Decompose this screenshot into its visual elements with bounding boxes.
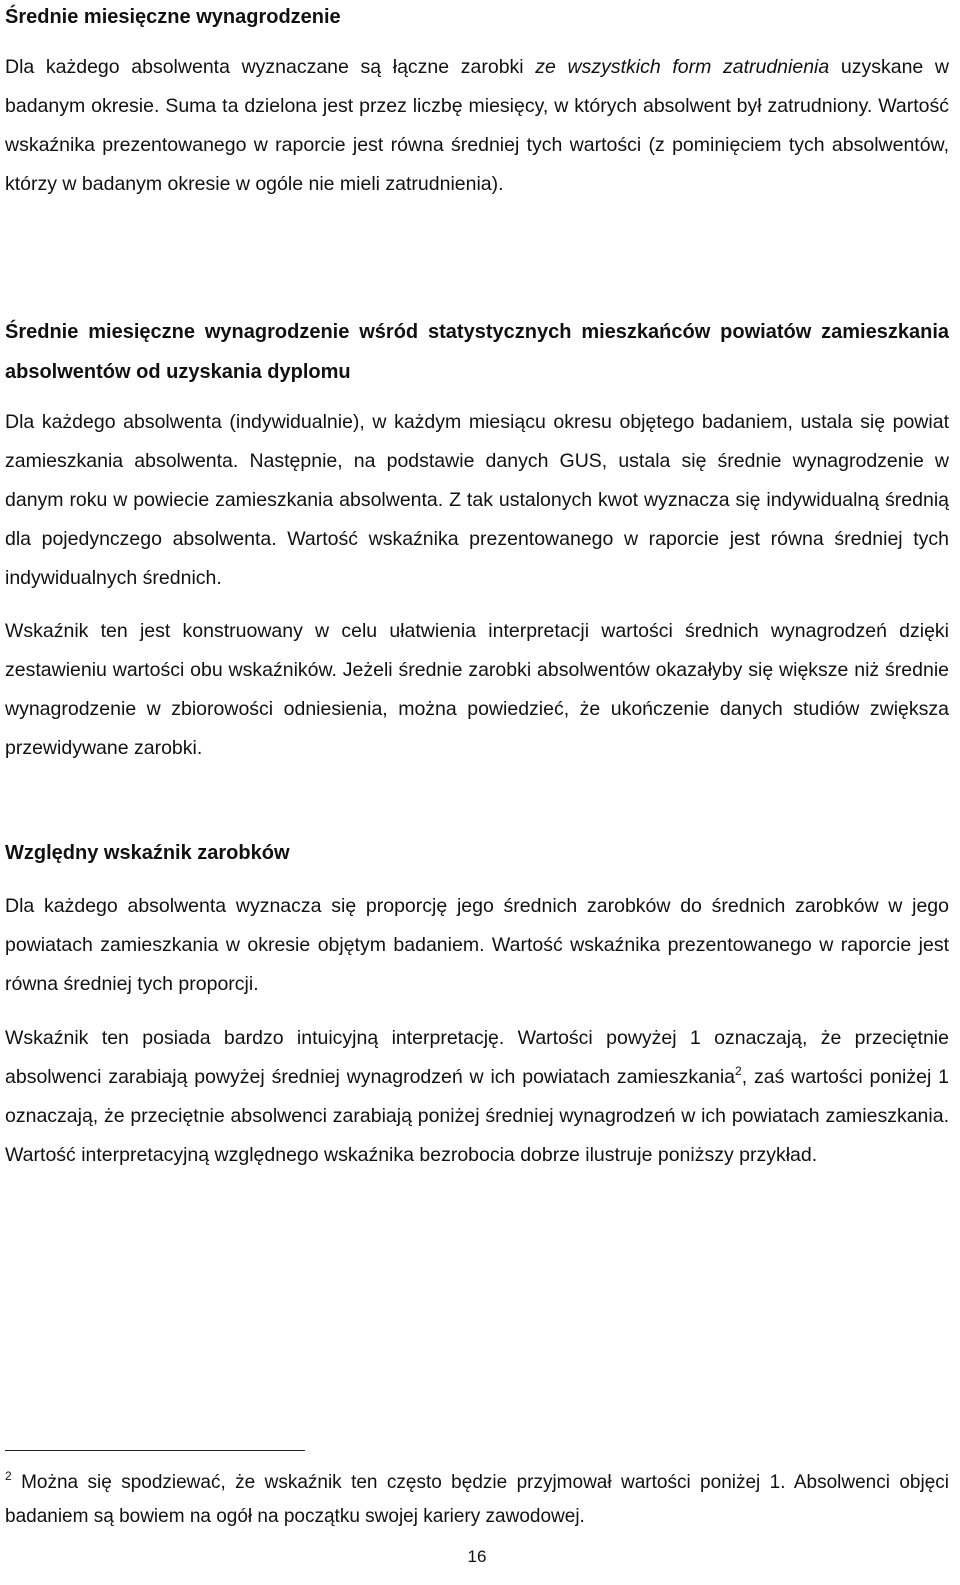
paragraph-text-start: Wskaźnik ten posiada bardzo intuicyjną interpretację. Wartości powyżej 1 oznaczają, że przeciętnie absolwenci zarabiają powyżej średniej wynagrodzeń w ich powiatach zamieszkania bbox=[5, 1027, 949, 1088]
section-heading-relative-earnings: Względny wskaźnik zarobków bbox=[5, 842, 290, 864]
paragraph-district-salary-purpose: Wskaźnik ten jest konstruowany w celu ułatwienia interpretacji wartości średnich wynagrodzeń dzięki zestawieniu wartości obu wskaźników. Jeżeli średnie zarobki absolwentów okazałyby się większe niż średnie wynagrodzenie w zbiorowości odniesienia, można powiedzieć, że ukończenie danych studiów zwiększa przewidywane zarobki. bbox=[5, 620, 949, 759]
section-heading-district-salary: Średnie miesięczne wynagrodzenie wśród statystycznych mieszkańców powiatów zamieszkania absolwentów od uzyskania dyplomu bbox=[5, 321, 949, 383]
footnote-marker: 2 bbox=[5, 1469, 12, 1483]
footnote-text: Można się spodziewać, że wskaźnik ten często będzie przyjmował wartości poniżej 1. Absolwenci objęci badaniem są bowiem na ogół na początku swojej kariery zawodowej. bbox=[5, 1472, 949, 1527]
paragraph-text-end: , zaś wartości poniżej 1 oznaczają, że przeciętnie absolwenci zarabiają poniżej średniej wynagrodzeń w ich powiatach zamieszkania. Wartość interpretacyjną względnego wskaźnika bezrobocia dobrze ilustruje poniższy przykład. bbox=[5, 1066, 950, 1166]
document-page bbox=[5, 0, 949, 1585]
paragraph-text-start: Dla każdego absolwenta wyznaczane są łączne zarobki bbox=[5, 56, 536, 78]
footnote-divider bbox=[5, 1450, 305, 1451]
paragraph-relative-earnings-method: Dla każdego absolwenta wyznacza się proporcję jego średnich zarobków do średnich zarobków w jego powiatach zamieszkania w okresie objętym badaniem. Wartość wskaźnika prezentowanego w raporcie jest równa średniej tych proporcji. bbox=[5, 895, 949, 995]
footnote-reference[interactable]: 2 bbox=[735, 1064, 742, 1078]
paragraph-district-salary-method: Dla każdego absolwenta (indywidualnie), w każdym miesiącu okresu objętego badaniem, ustala się powiat zamieszkania absolwenta. Następnie, na podstawie danych GUS, ustala się średnie wynagrodzenie w danym roku w powiecie zamieszkania absolwenta. Z tak ustalonych kwot wyznacza się indywidualną średnią dla pojedynczego absolwenta. Wartość wskaźnika prezentowanego w raporcie jest równa średniej tych indywidualnych średnich. bbox=[5, 411, 949, 589]
section-heading-average-salary: Średnie miesięczne wynagrodzenie bbox=[5, 6, 341, 28]
paragraph-relative-earnings-interpretation bbox=[5, 1019, 949, 1175]
paragraph-emphasis: ze wszystkich form zatrudnienia bbox=[535, 56, 830, 78]
paragraph-text-end: uzyskane w badanym okresie. Suma ta dzielona jest przez liczbę miesięcy, w których absolwent był zatrudniony. Wartość wskaźnika prezentowanego w raporcie jest równa średniej tych wartości (z pominięciem tych absolwentów, którzy w badanym okresie w ogóle nie mieli zatrudnienia). bbox=[5, 56, 949, 195]
page-number: 16 bbox=[467, 1547, 487, 1566]
paragraph-average-salary bbox=[5, 48, 949, 204]
footnote bbox=[5, 1466, 949, 1534]
